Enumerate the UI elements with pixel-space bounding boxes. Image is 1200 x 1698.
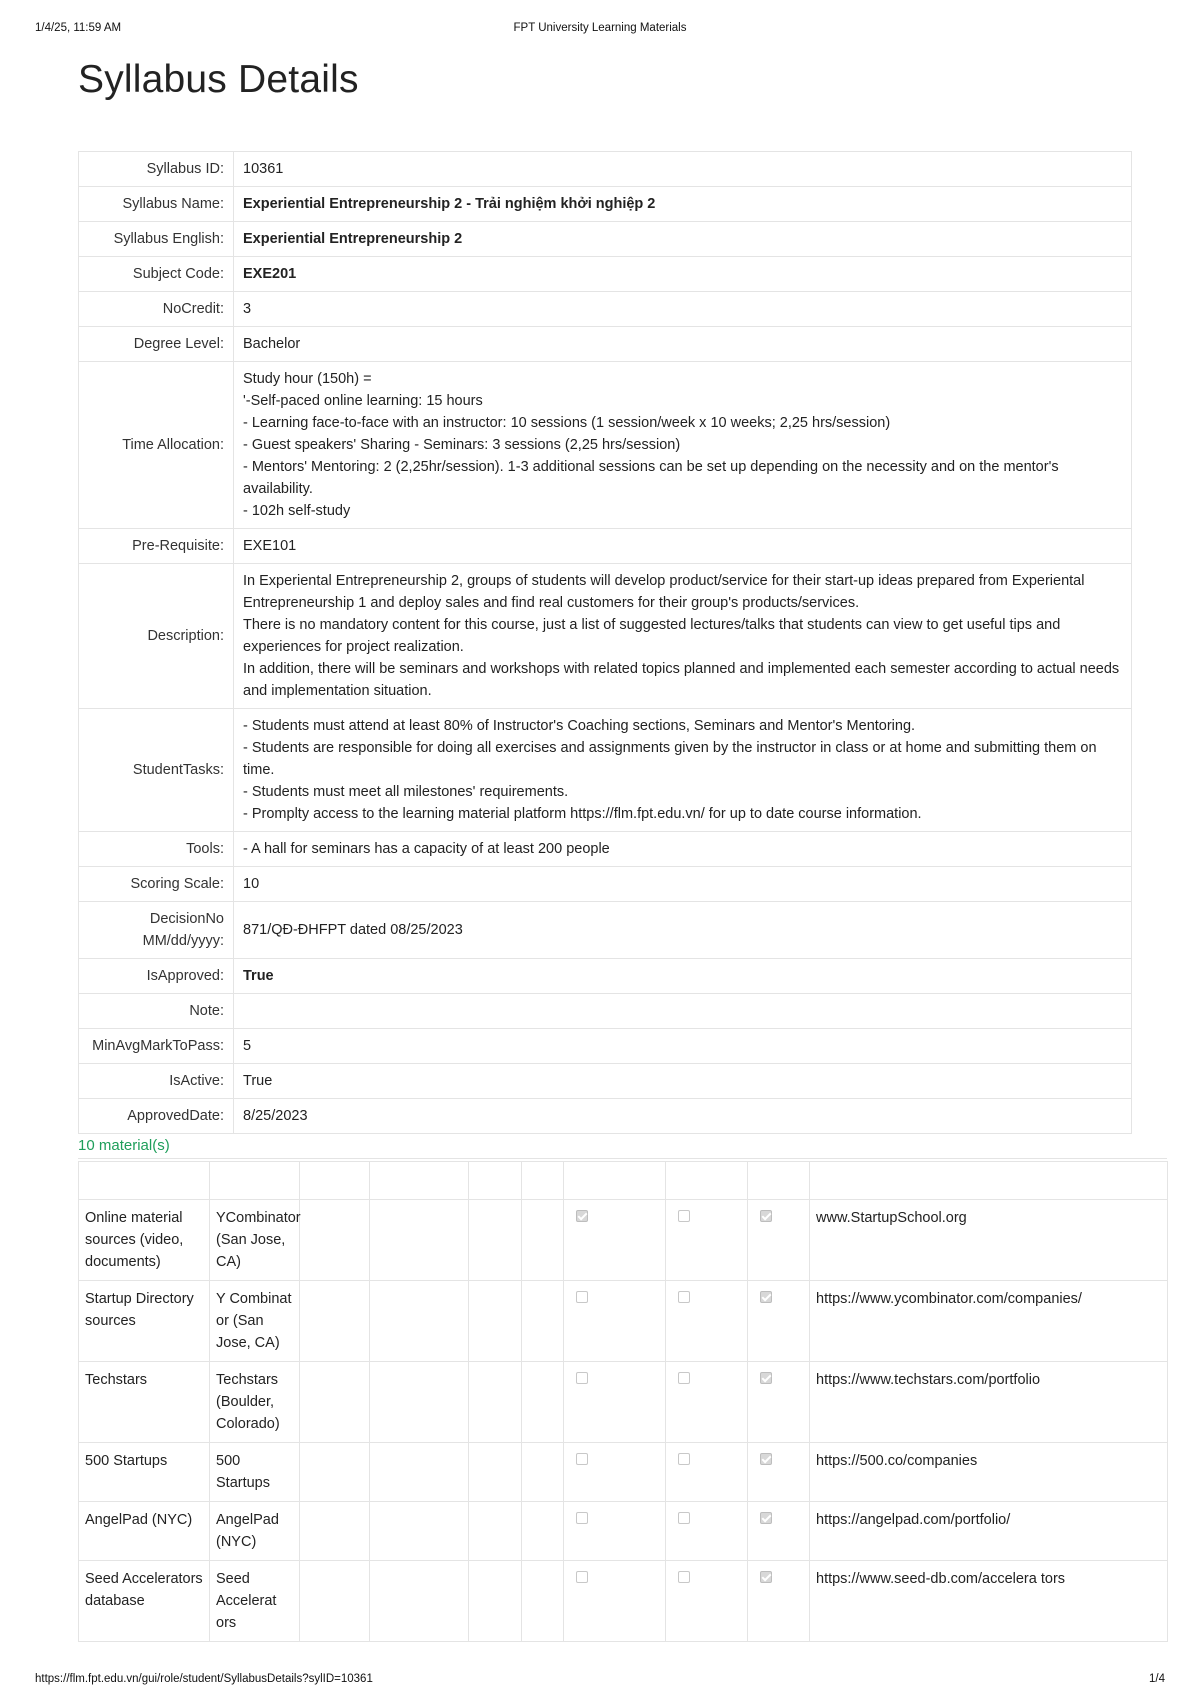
detail-label: StudentTasks:	[79, 709, 234, 832]
detail-label: DecisionNo MM/dd/yyyy:	[79, 902, 234, 959]
detail-value: Study hour (150h) = '-Self-paced online learning: 15 hours - Learning face-to-face with an instructor: 10 sessions (1 session/week x 10 weeks; 2,25 hrs/session) - Guest speakers' Sharing - Seminars: 3 sessions (2,25 hrs/session) - Mentors' Mentoring: 2 (2,25hr/session). 1-3 additional sessions can be set up depending on the necessity and on the mentor's availability. - 102h self-study	[234, 362, 1132, 529]
material-cell-empty	[522, 1200, 564, 1281]
detail-value: True	[234, 1064, 1132, 1099]
checkbox-icon	[760, 1571, 772, 1583]
print-timestamp: 1/4/25, 11:59 AM	[35, 22, 122, 34]
detail-label: Note:	[79, 994, 234, 1029]
material-author: Y Combinat or (San Jose, CA)	[210, 1281, 300, 1362]
checkbox-icon	[576, 1512, 588, 1524]
detail-row	[79, 1029, 1132, 1064]
material-check-cell	[748, 1561, 810, 1642]
detail-value: Bachelor	[234, 327, 1132, 362]
checkbox-icon	[760, 1512, 772, 1524]
material-cell-empty	[469, 1200, 522, 1281]
header-cell	[748, 1162, 810, 1200]
header-cell	[210, 1162, 300, 1200]
detail-value: 871/QĐ-ĐHFPT dated 08/25/2023	[234, 902, 1132, 959]
material-check-cell	[564, 1362, 666, 1443]
header-cell	[300, 1162, 370, 1200]
material-url: https://www.seed-db.com/accelera tors	[810, 1561, 1168, 1642]
detail-row	[79, 564, 1132, 709]
header-cell	[370, 1162, 469, 1200]
material-check-cell	[666, 1561, 748, 1642]
checkbox-icon	[576, 1453, 588, 1465]
checkbox-icon	[678, 1291, 690, 1303]
material-check-cell	[666, 1502, 748, 1561]
print-url: https://flm.fpt.edu.vn/gui/role/student/SyllabusDetails?sylID=10361	[35, 1673, 373, 1685]
checkbox-icon	[576, 1291, 588, 1303]
material-cell-empty	[300, 1362, 370, 1443]
detail-label: Syllabus ID:	[79, 152, 234, 187]
checkbox-icon	[678, 1372, 690, 1384]
material-cell-empty	[522, 1443, 564, 1502]
material-check-cell	[748, 1200, 810, 1281]
material-cell-empty	[300, 1502, 370, 1561]
material-cell-empty	[370, 1443, 469, 1502]
material-check-cell	[564, 1281, 666, 1362]
detail-value: 3	[234, 292, 1132, 327]
header-cell	[666, 1162, 748, 1200]
checkbox-icon	[760, 1291, 772, 1303]
print-footer	[35, 1673, 1165, 1689]
detail-label: Degree Level:	[79, 327, 234, 362]
header-cell	[79, 1162, 210, 1200]
material-author: Techstars (Boulder, Colorado)	[210, 1362, 300, 1443]
material-row	[79, 1443, 1168, 1502]
detail-row	[79, 222, 1132, 257]
checkbox-icon	[760, 1372, 772, 1384]
material-cell-empty	[370, 1362, 469, 1443]
material-cell-empty	[370, 1561, 469, 1642]
detail-value: EXE101	[234, 529, 1132, 564]
materials-count: 10 material(s)	[78, 1137, 170, 1154]
header-cell	[564, 1162, 666, 1200]
detail-row	[79, 709, 1132, 832]
detail-label: Pre-Requisite:	[79, 529, 234, 564]
detail-row	[79, 529, 1132, 564]
material-cell-empty	[300, 1281, 370, 1362]
material-description: Techstars	[79, 1362, 210, 1443]
material-check-cell	[748, 1281, 810, 1362]
detail-row	[79, 959, 1132, 994]
header-cell	[522, 1162, 564, 1200]
detail-row	[79, 1064, 1132, 1099]
detail-row	[79, 327, 1132, 362]
detail-row	[79, 362, 1132, 529]
detail-row	[79, 902, 1132, 959]
material-url: https://angelpad.com/portfolio/	[810, 1502, 1168, 1561]
material-cell-empty	[370, 1281, 469, 1362]
detail-value: - Students must attend at least 80% of Instructor's Coaching sections, Seminars and Mentor's Mentoring. - Students are responsible for doing all exercises and assignments given by the instructor in class or at home and submitting them on time. - Students must meet all milestones' requirements. - Promplty access to the learning material platform https://flm.fpt.edu.vn/ for up to date course information.	[234, 709, 1132, 832]
detail-label: Subject Code:	[79, 257, 234, 292]
detail-value	[234, 994, 1132, 1029]
detail-value: True	[234, 959, 1132, 994]
header-cell	[469, 1162, 522, 1200]
material-check-cell	[748, 1502, 810, 1561]
detail-label: Syllabus Name:	[79, 187, 234, 222]
checkbox-icon	[576, 1210, 588, 1222]
checkbox-icon	[576, 1571, 588, 1583]
detail-value: Experiential Entrepreneurship 2 - Trải nghiệm khởi nghiệp 2	[234, 187, 1132, 222]
material-cell-empty	[469, 1281, 522, 1362]
material-author: YCombinator (San Jose, CA)	[210, 1200, 300, 1281]
detail-label: IsApproved:	[79, 959, 234, 994]
material-cell-empty	[370, 1502, 469, 1561]
detail-label: MinAvgMarkToPass:	[79, 1029, 234, 1064]
material-cell-empty	[469, 1561, 522, 1642]
material-cell-empty	[522, 1281, 564, 1362]
materials-divider	[78, 1158, 1167, 1159]
detail-value: 10	[234, 867, 1132, 902]
detail-row	[79, 832, 1132, 867]
material-row	[79, 1281, 1168, 1362]
material-row	[79, 1561, 1168, 1642]
material-cell-empty	[522, 1561, 564, 1642]
material-row	[79, 1200, 1168, 1281]
material-description: 500 Startups	[79, 1443, 210, 1502]
material-cell-empty	[469, 1443, 522, 1502]
material-author: AngelPad (NYC)	[210, 1502, 300, 1561]
page-number: 1/4	[1149, 1673, 1165, 1685]
material-author: Seed Accelerat ors	[210, 1561, 300, 1642]
detail-row	[79, 152, 1132, 187]
detail-row	[79, 1099, 1132, 1134]
material-check-cell	[564, 1443, 666, 1502]
detail-value: - A hall for seminars has a capacity of at least 200 people	[234, 832, 1132, 867]
material-cell-empty	[300, 1561, 370, 1642]
detail-value: EXE201	[234, 257, 1132, 292]
materials-table	[78, 1161, 1168, 1642]
page-title: Syllabus Details	[78, 58, 359, 101]
material-description: AngelPad (NYC)	[79, 1502, 210, 1561]
material-check-cell	[666, 1443, 748, 1502]
material-url: https://www.ycombinator.com/companies/	[810, 1281, 1168, 1362]
detail-row	[79, 994, 1132, 1029]
material-check-cell	[564, 1200, 666, 1281]
print-header	[35, 22, 1165, 38]
print-title: FPT University Learning Materials	[513, 22, 687, 34]
detail-value: Experiential Entrepreneurship 2	[234, 222, 1132, 257]
syllabus-details-table	[78, 151, 1132, 1134]
detail-label: Syllabus English:	[79, 222, 234, 257]
detail-value: 8/25/2023	[234, 1099, 1132, 1134]
material-check-cell	[748, 1362, 810, 1443]
material-cell-empty	[469, 1502, 522, 1561]
materials-header-row	[79, 1162, 1168, 1200]
detail-value: In Experiental Entrepreneurship 2, groups of students will develop product/service for their start-up ideas prepared from Experiental Entrepreneurship 1 and deploy sales and find real customers for their group's products/services. There is no mandatory content for this course, just a list of suggested lectures/talks that students can view to get useful tips and experiences for project realization. In addition, there will be seminars and workshops with related topics planned and implemented each semester according to actual needs and implementation situation.	[234, 564, 1132, 709]
detail-value: 10361	[234, 152, 1132, 187]
material-cell-empty	[469, 1362, 522, 1443]
checkbox-icon	[678, 1210, 690, 1222]
material-cell-empty	[522, 1362, 564, 1443]
material-description: Seed Accelerators database	[79, 1561, 210, 1642]
detail-row	[79, 257, 1132, 292]
material-url: https://www.techstars.com/portfolio	[810, 1362, 1168, 1443]
checkbox-icon	[576, 1372, 588, 1384]
checkbox-icon	[760, 1453, 772, 1465]
material-description: Startup Directory sources	[79, 1281, 210, 1362]
material-check-cell	[748, 1443, 810, 1502]
material-description: Online material sources (video, documents)	[79, 1200, 210, 1281]
checkbox-icon	[760, 1210, 772, 1222]
detail-label: Description:	[79, 564, 234, 709]
header-cell	[810, 1162, 1168, 1200]
material-check-cell	[666, 1200, 748, 1281]
detail-label: Time Allocation:	[79, 362, 234, 529]
material-cell-empty	[300, 1200, 370, 1281]
material-check-cell	[564, 1561, 666, 1642]
material-url: www.StartupSchool.org	[810, 1200, 1168, 1281]
detail-row	[79, 292, 1132, 327]
material-row	[79, 1362, 1168, 1443]
detail-label: ApprovedDate:	[79, 1099, 234, 1134]
checkbox-icon	[678, 1512, 690, 1524]
material-url: https://500.co/companies	[810, 1443, 1168, 1502]
detail-label: Scoring Scale:	[79, 867, 234, 902]
detail-label: NoCredit:	[79, 292, 234, 327]
checkbox-icon	[678, 1571, 690, 1583]
material-cell-empty	[522, 1502, 564, 1561]
material-check-cell	[666, 1362, 748, 1443]
material-cell-empty	[300, 1443, 370, 1502]
detail-row	[79, 187, 1132, 222]
material-author: 500 Startups	[210, 1443, 300, 1502]
checkbox-icon	[678, 1453, 690, 1465]
material-row	[79, 1502, 1168, 1561]
detail-row	[79, 867, 1132, 902]
detail-label: IsActive:	[79, 1064, 234, 1099]
detail-value: 5	[234, 1029, 1132, 1064]
material-check-cell	[666, 1281, 748, 1362]
material-check-cell	[564, 1502, 666, 1561]
material-cell-empty	[370, 1200, 469, 1281]
detail-label: Tools:	[79, 832, 234, 867]
